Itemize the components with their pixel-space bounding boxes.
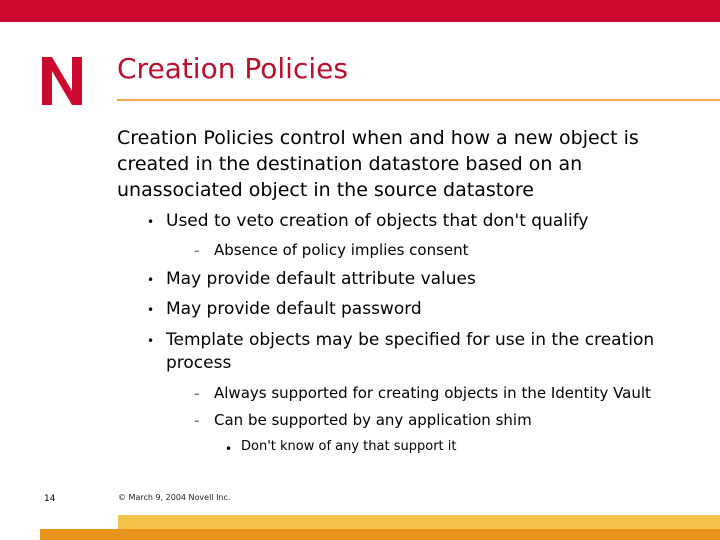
bullet-marker: • xyxy=(147,215,155,229)
sub-bullet-marker: – xyxy=(194,387,200,400)
footer-yellow-stripe xyxy=(118,515,720,529)
intro-paragraph: Creation Policies control when and how a new object is created in the destination datastore based on an unassociated object in the source datastore xyxy=(117,127,639,201)
novell-n-logo-icon xyxy=(40,55,84,107)
sub-sub-bullet-no-support: Don't know of any that support it xyxy=(241,439,457,454)
sub-sub-bullet-marker: • xyxy=(225,442,233,456)
sub-bullet-application-shim: Can be supported by any application shim xyxy=(214,411,532,429)
bullet-default-attributes: May provide default attribute values xyxy=(166,269,476,289)
title-underline xyxy=(117,99,720,101)
sub-bullet-marker: – xyxy=(194,414,200,427)
copyright-notice: © March 9, 2004 Novell Inc. xyxy=(118,493,231,502)
bullet-template-objects-line2: process xyxy=(166,353,232,373)
bullet-default-password: May provide default password xyxy=(166,299,422,319)
bullet-marker: • xyxy=(147,334,155,348)
sub-bullet-marker: – xyxy=(194,244,200,257)
bullet-template-objects-line1: Template objects may be specified for use in the creation xyxy=(166,330,655,350)
page-number: 14 xyxy=(44,494,56,504)
bullet-veto-creation: Used to veto creation of objects that don't qualify xyxy=(166,211,589,231)
top-red-bar xyxy=(0,0,720,22)
footer-orange-bar xyxy=(40,529,720,540)
sub-bullet-identity-vault: Always supported for creating objects in the Identity Vault xyxy=(214,384,651,402)
bullet-marker: • xyxy=(147,303,155,317)
sub-bullet-absence-policy: Absence of policy implies consent xyxy=(214,241,469,259)
bullet-marker: • xyxy=(147,273,155,287)
slide-title: Creation Policies xyxy=(117,52,348,85)
